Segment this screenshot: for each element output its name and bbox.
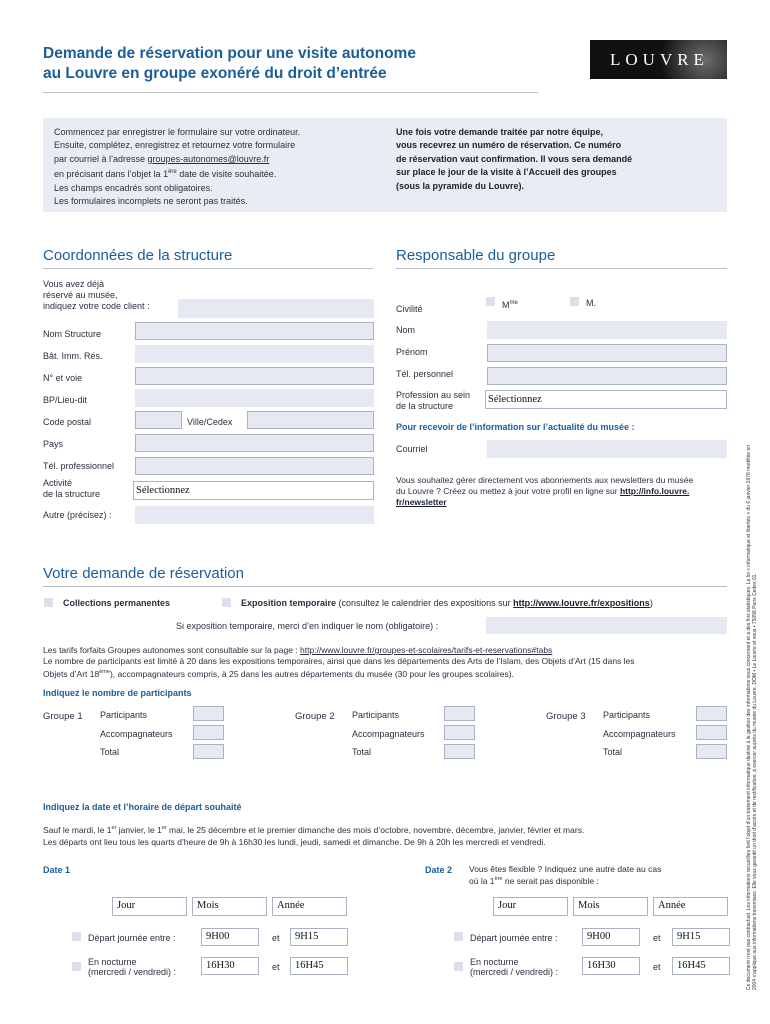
ville-label: Ville/Cedex <box>187 417 233 427</box>
client-code-label: Vous avez déjà réservé au musée, indiquez votre code client : <box>43 279 150 311</box>
date2-journee-to[interactable]: 9H15 <box>672 928 730 946</box>
date2-mois[interactable]: Mois <box>573 897 648 916</box>
newsletter-link[interactable]: http://info.louvre. <box>619 486 690 496</box>
et-label: et <box>653 962 661 972</box>
reservation-heading: Votre demande de réservation <box>43 565 244 582</box>
participants-label: Participants <box>352 710 400 720</box>
total-label: Total <box>352 747 372 757</box>
tel-pro-label: Tél. professionnel <box>43 461 115 471</box>
date1-mois[interactable]: Mois <box>192 897 267 916</box>
activite-select[interactable]: Sélectionnez <box>133 481 374 500</box>
autre-input[interactable] <box>135 506 374 524</box>
date1-journee-to[interactable]: 9H15 <box>290 928 348 946</box>
total-label: Total <box>100 747 120 757</box>
expo-checkbox[interactable] <box>222 598 231 607</box>
bp-label: BP/Lieu-dit <box>43 395 88 405</box>
bat-label: Bât. Imm. Rés. <box>43 351 103 361</box>
et-label: et <box>653 933 661 943</box>
voie-input[interactable] <box>135 367 374 385</box>
newsletter-title: Pour recevoir de l’information sur l’actualité du musée : <box>396 422 635 432</box>
participants-input[interactable] <box>444 706 475 721</box>
responsable-divider <box>396 268 727 269</box>
activite-label: Activité de la structure <box>43 478 101 499</box>
collections-label: Collections permanentes <box>63 598 171 608</box>
date1-nocturne-label: En nocturne (mercredi / vendredi) : <box>88 957 177 977</box>
total-label: Total <box>603 747 623 757</box>
participants-input[interactable] <box>193 706 224 721</box>
tel-perso-input[interactable] <box>487 367 727 385</box>
accomp-label: Accompagnateurs <box>603 729 676 739</box>
accomp-input[interactable] <box>444 725 475 740</box>
autre-label: Autre (précisez) : <box>43 510 112 520</box>
participants-title: Indiquez le nombre de participants <box>43 688 192 698</box>
louvre-logo: LOUVRE <box>590 40 727 79</box>
code-postal-label: Code postal <box>43 417 92 427</box>
date1-label: Date 1 <box>43 865 71 875</box>
group-name: Groupe 3 <box>546 711 586 722</box>
bat-input[interactable] <box>135 345 374 363</box>
total-input[interactable] <box>193 744 224 759</box>
date1-journee-from[interactable]: 9H00 <box>201 928 259 946</box>
reservation-divider <box>43 586 727 587</box>
et-label: et <box>272 962 280 972</box>
courriel-label: Courriel <box>396 444 428 454</box>
date2-nocturne-label: En nocturne (mercredi / vendredi) : <box>470 957 559 977</box>
structure-heading: Coordonnées de la structure <box>43 247 233 264</box>
prenom-label: Prénom <box>396 347 428 357</box>
total-input[interactable] <box>444 744 475 759</box>
date1-nocturne-from[interactable]: 16H30 <box>201 957 259 975</box>
client-code-input[interactable] <box>178 299 374 318</box>
group-name: Groupe 1 <box>43 711 83 722</box>
pays-input[interactable] <box>135 434 374 452</box>
structure-divider <box>43 268 373 269</box>
date1-nocturne-to[interactable]: 16H45 <box>290 957 348 975</box>
courriel-input[interactable] <box>487 440 727 458</box>
date2-label: Date 2 <box>425 865 453 875</box>
tarifs-link[interactable]: http://www.louvre.fr/groupes-et-scolaires/tarifs-et-reservations#tabs <box>300 645 553 655</box>
date2-annee[interactable]: Année <box>653 897 728 916</box>
newsletter-text: Vous souhaitez gérer directement vos abonnements aux newsletters du musée du Louvre ? Créez ou mettez à jour votre profil en ligne sur http://info.louvre. fr/newsletter <box>396 475 727 508</box>
tel-perso-label: Tél. personnel <box>396 369 454 379</box>
date2-jour[interactable]: Jour <box>493 897 568 916</box>
date1-annee[interactable]: Année <box>272 897 347 916</box>
date-title: Indiquez la date et l’horaire de départ souhaité <box>43 802 242 812</box>
resp-nom-input[interactable] <box>487 321 727 339</box>
voie-label: N° et voie <box>43 373 83 383</box>
code-postal-input[interactable] <box>135 411 182 429</box>
date2-nocturne-to[interactable]: 16H45 <box>672 957 730 975</box>
bp-input[interactable] <box>135 389 374 407</box>
m-label: M. <box>586 298 596 308</box>
accomp-input[interactable] <box>193 725 224 740</box>
collections-checkbox[interactable] <box>44 598 53 607</box>
group-1 <box>43 706 233 762</box>
pays-label: Pays <box>43 439 64 449</box>
date1-nocturne-checkbox[interactable] <box>72 962 81 971</box>
email-link[interactable]: groupes-autonomes@louvre.fr <box>147 153 270 164</box>
date2-nocturne-from[interactable]: 16H30 <box>582 957 640 975</box>
date2-journee-from[interactable]: 9H00 <box>582 928 640 946</box>
et-label: et <box>272 933 280 943</box>
profession-label: Profession au sein de la structure <box>396 390 471 411</box>
mme-checkbox[interactable] <box>486 297 495 306</box>
expo-name-input[interactable] <box>486 617 727 634</box>
accomp-label: Accompagnateurs <box>352 729 425 739</box>
flex-note: Vous êtes flexible ? Indiquez une autre date au cas où la 1ère ne serait pas disponible : <box>469 864 662 886</box>
date1-journee-checkbox[interactable] <box>72 932 81 941</box>
civilite-label: Civilité <box>396 304 423 314</box>
date1-jour[interactable]: Jour <box>112 897 187 916</box>
tarifs-text: Les tarifs forfaits Groupes autonomes sont consultable sur la page : http://www.louvre.fr/groupes-et-scolaires/tarifs-et-reservations#tabs Le nombre de participants est limité à 20 dans les expositions temporaires, ainsi que dans les départements des Arts de l’Islam, des Objets d’Art (15 dans les Objets d’Art 18ème), accompagnateurs compris, à 25 dans les autres départements du musée (30 pour les groupes scolaires). <box>43 645 635 679</box>
date2-journee-label: Départ journée entre : <box>470 933 558 943</box>
total-input[interactable] <box>696 744 727 759</box>
participants-input[interactable] <box>696 706 727 721</box>
participants-label: Participants <box>100 710 148 720</box>
expo-link[interactable]: http://www.louvre.fr/expositions <box>513 598 650 608</box>
resp-nom-label: Nom <box>396 325 416 335</box>
date2-journee-checkbox[interactable] <box>454 932 463 941</box>
legal-side-note: Ce document n’est pas contractuel. Les informations recueillies font l’objet d’un traitement informatique destiné à la gestion des informations vous concernant et à des fins statistiques. La loi « informatique et libertés » du 6 janvier 1978 modifiée en 2004 s’applique aux informations transmises. Elle vous garantit un droit d’accès et de rectification, à exercer auprès du musée du Louvre, DOM • Le Louvre et vous • 75058 Paris Cedex 01. <box>746 444 758 990</box>
prenom-input[interactable] <box>487 344 727 362</box>
mme-label: $M^{me}$ <box>502 300 518 310</box>
newsletter-link-cont[interactable]: fr/newsletter <box>396 497 447 507</box>
date-rules: Sauf le mardi, le 1er janvier, le 1er mai, le 25 décembre et le premier dimanche des mois d’octobre, novembre, décembre, janvier, février et mars. Les départs ont lieu tous les quarts d’heure de 9h à 16h30 les lundi, jeudi, samedi et dimanche. De 9h à 20h les mercredi et vendredi. <box>43 824 585 847</box>
expo-label: Exposition temporaire (consultez le calendrier des expositions sur http://www.louvre.fr/expositions) <box>241 598 653 608</box>
participants-label: Participants <box>603 710 651 720</box>
accomp-input[interactable] <box>696 725 727 740</box>
date2-nocturne-checkbox[interactable] <box>454 962 463 971</box>
tel-pro-input[interactable] <box>135 457 374 475</box>
title-divider <box>43 92 538 93</box>
group-2 <box>295 706 485 762</box>
intro-confirmation: Une fois votre demande traitée par notre équipe, vous recevrez un numéro de réservation. Ce numéro de réservation vaut confirmation. Il vous sera demandé sur place le jour de la visite à l’Accueil des groupes (sous la pyramide du Louvre). <box>396 127 633 191</box>
page-title: Demande de réservation pour une visite autonome au Louvre en groupe exonéré du droit d’entrée <box>43 45 416 82</box>
responsable-heading: Responsable du groupe <box>396 247 556 264</box>
intro-instructions: Commencez par enregistrer le formulaire sur votre ordinateur. Ensuite, complétez, enregistrez et retournez votre formulaire par courriel à l’adresse groupes-autonomes@louvre.fr en précisant dans l’objet la 1ère date de visite souhaitée. Les champs encadrés sont obligatoires. Les formulaires incomplets ne seront pas traités. <box>54 127 301 207</box>
expo-name-label: Si exposition temporaire, merci d’en indiquer le nom (obligatoire) : <box>176 621 439 631</box>
group-3 <box>546 706 736 762</box>
date1-journee-label: Départ journée entre : <box>88 933 176 943</box>
nom-structure-input[interactable] <box>135 322 374 340</box>
m-checkbox[interactable] <box>570 297 579 306</box>
accomp-label: Accompagnateurs <box>100 729 173 739</box>
profession-select[interactable]: Sélectionnez <box>485 390 727 409</box>
group-name: Groupe 2 <box>295 711 335 722</box>
nom-structure-label: Nom Structure <box>43 329 102 339</box>
ville-input[interactable] <box>247 411 374 429</box>
